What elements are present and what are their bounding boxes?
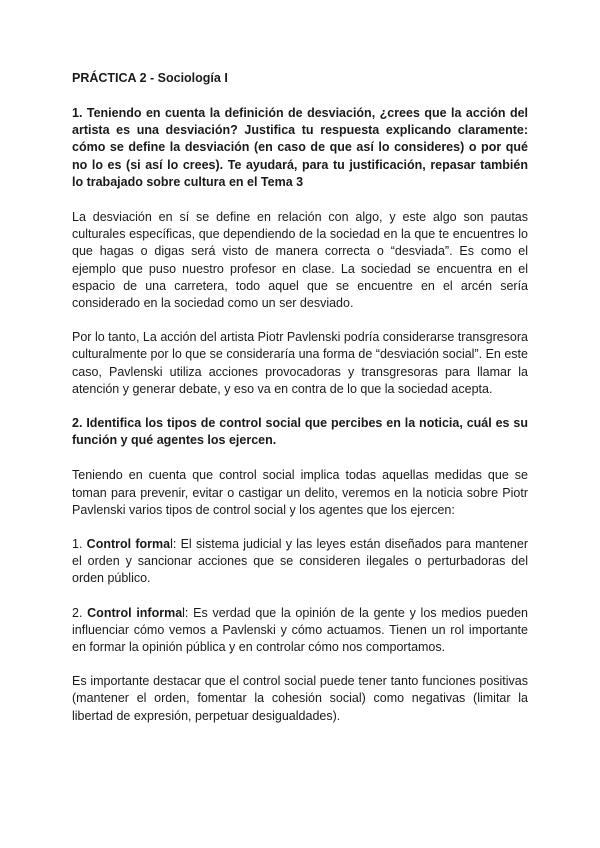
question-1: 1. Teniendo en cuenta la definición de desviación, ¿crees que la acción del artista es una desviación? Justifica tu respuesta explicando claramente: cómo se define la desviación (en caso de que así lo consideres) o por qué no lo es (si así lo crees). Te ayudará, para tu justificación, repasar también lo trabajado sobre cultura en el Tema 3 [72, 106, 528, 189]
document-title: PRÁCTICA 2 - Sociología I [72, 71, 228, 85]
document-page [72, 70, 528, 742]
list-item-text: l: Es verdad que la opinión de la gente y los medios pueden influenciar cómo vemos a Pavlenski y cómo actuamos. Tienen un rol importante en formar la opinión pública y en controlar cómo nos comportamos. [72, 605, 528, 655]
list-item-control-informal [72, 605, 528, 657]
question-2: 2. Identifica los tipos de control social que percibes en la noticia, cuál es su función y qué agentes los ejercen. [72, 416, 528, 448]
list-item-term: Control informa [87, 605, 183, 620]
list-item-number: 2. [72, 605, 88, 620]
answer-2-intro: Teniendo en cuenta que control social implica todas aquellas medidas que se toman para prevenir, evitar o castigar un delito, veremos en la noticia sobre Piotr Pavlenski varios tipos de control social y los agentes que los ejercen: [72, 468, 528, 517]
list-item-text: l: El sistema judicial y las leyes están diseñados para mantener el orden y sancionar acciones que se consideren ilegales o perturbadoras del orden público. [72, 537, 528, 586]
list-item-control-formal [72, 536, 528, 588]
answer-1-paragraph-1: La desviación en sí se define en relación con algo, y este algo son pautas culturales específicas, que dependiendo de la sociedad en la que te encuentres lo que hagas o digas será visto de manera correcta o “desviada”. Es como el ejemplo que puso nuestro profesor en clase. La sociedad se encuentra en el espacio de una carretera, todo aquel que se encuentre en el arcén sería considerado en la sociedad como un ser desviado. [72, 210, 528, 311]
answer-1-paragraph-2: Por lo tanto, La acción del artista Piotr Pavlenski podría considerarse transgresora culturalmente por lo que se consideraría una forma de “desviación social”. En este caso, Pavlenski utiliza acciones provocadoras y transgresoras para llamar la atención y generar debate, y eso va en contra de lo que la sociedad acepta. [72, 330, 528, 396]
conclusion-paragraph: Es importante destacar que el control social puede tener tanto funciones positivas (mantener el orden, fomentar la cohesión social) como negativas (limitar la libertad de expresión, perpetuar desigualdades). [72, 674, 528, 723]
list-item-number: 1. [72, 537, 87, 552]
list-item-term: Control forma [86, 537, 171, 552]
